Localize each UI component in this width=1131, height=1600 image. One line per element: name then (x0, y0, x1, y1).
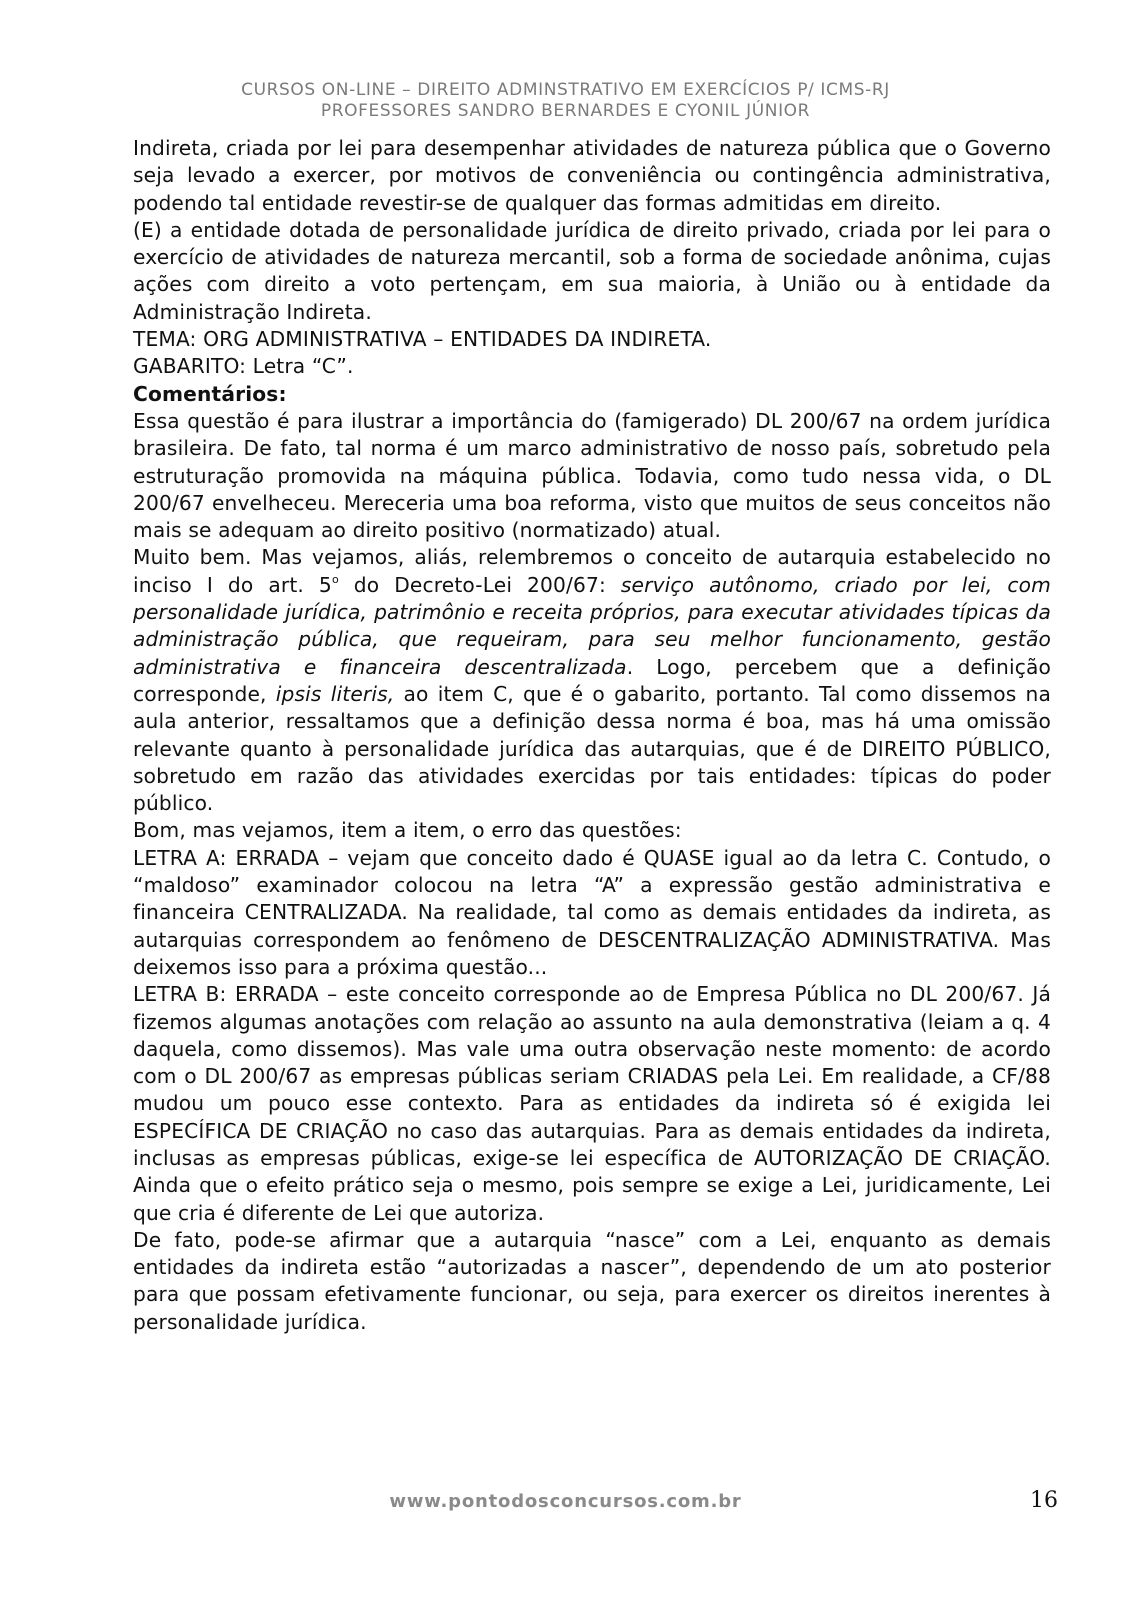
ordinal-superscript: o (331, 572, 339, 586)
page-header (0, 80, 1131, 122)
paragraph-item-intro: Bom, mas vejamos, item a item, o erro das questões: (133, 818, 682, 843)
paragraph-letra-a: LETRA A: ERRADA – vejam que conceito dado é QUASE igual ao da letra C. Contudo, o “maldoso” examinador colocou na letra “A” a expressão gestão administrativa e financeira CENTRALIZADA. Na realidade, tal como as demais entidades da indireta, as autarquias correspondem ao fenômeno de DESCENTRALIZAÇÃO ADMINISTRATIVA. Mas deixemos isso para a próxima questão... (133, 845, 1051, 979)
autarquia-text-c: . Logo, percebem que a definição corresponde, (133, 654, 1051, 706)
footer-website-url: www.pontodosconcursos.com.br (389, 1491, 742, 1512)
paragraph-conclusion: De fato, pode-se afirmar que a autarquia “nasce” com a Lei, enquanto as demais entidades da indireta estão “autorizadas a nascer”, dependendo de um ato posterior para que possam efetivamente funcionar, ou seja, para exercer os direitos inerentes à personalidade jurídica. (133, 1227, 1051, 1334)
paragraph-letra-b: LETRA B: ERRADA – este conceito corresponde ao de Empresa Pública no DL 200/67. Já fizemos algumas anotações com relação ao assunto na aula demonstrativa (leiam a q. 4 daquela, como dissemos). Mas vale uma outra observação neste momento: de acordo com o DL 200/67 as empresas públicas seriam CRIADAS pela Lei. Em realidade, a CF/88 mudou um pouco esse contexto. Para as entidades da indireta só é exigida lei ESPECÍFICA DE CRIAÇÃO no caso das autarquias. Para as demais entidades da indireta, inclusas as empresas públicas, exige-se lei específica de AUTORIZAÇÃO DE CRIAÇÃO. Ainda que o efeito prático seja o mesmo, pois sempre se exige a Lei, juridicamente, Lei que cria é diferente de Lei que autoriza. (133, 982, 1051, 1225)
tema-line: TEMA: ORG ADMINISTRATIVA – ENTIDADES DA INDIRETA. (133, 327, 712, 352)
header-professors: PROFESSORES SANDRO BERNARDES E CYONIL JÚNIOR (320, 101, 811, 121)
page-body (133, 135, 1051, 1336)
autarquia-text-a: Muito bem. Mas vejamos, aliás, relembremos o conceito de autarquia estabelecido no inciso I do art. 5 (133, 545, 1051, 597)
header-course-title: CURSOS ON-LINE – DIREITO ADMINSTRATIVO EM EXERCÍCIOS P/ ICMS-RJ (241, 80, 890, 100)
autarquia-text-b: do Decreto-Lei 200/67: (338, 572, 621, 597)
paragraph-autarquia-concept (133, 544, 1051, 817)
autarquia-definition-quote: serviço autônomo, criado por lei, com personalidade jurídica, patrimônio e receita próprios, para executar atividades típicas da administração pública, que requeiram, para seu melhor funcionamento, gestão administrativa e financeira descentralizada (133, 572, 1051, 679)
paragraph-option-e: (E) a entidade dotada de personalidade jurídica de direito privado, criada por lei para o exercício de atividades de natureza mercantil, sob a forma de sociedade anônima, cujas ações com direito a voto pertençam, em sua maioria, à União ou à entidade da Administração Indireta. (133, 217, 1051, 324)
ipsis-literis-phrase: ipsis literis, (275, 681, 395, 706)
paragraph-option-d-continuation: Indireta, criada por lei para desempenhar atividades de natureza pública que o Governo seja levado a exercer, por motivos de conveniência ou contingência administrativa, podendo tal entidade revestir-se de qualquer das formas admitidas em direito. (133, 136, 1051, 215)
comentarios-heading: Comentários: (133, 381, 287, 406)
paragraph-dl-200-67: Essa questão é para ilustrar a importância do (famigerado) DL 200/67 na ordem jurídica brasileira. De fato, tal norma é um marco administrativo de nosso país, sobretudo pela estruturação promovida na máquina pública. Todavia, como tudo nessa vida, o DL 200/67 envelheceu. Mereceria uma boa reforma, visto que muitos de seus conceitos não mais se adequam ao direito positivo (normatizado) atual. (133, 408, 1051, 543)
autarquia-text-d: ao item C, que é o gabarito, portanto. Tal como dissemos na aula anterior, ressaltamos que a definição dessa norma é boa, mas há uma omissão relevante quanto à personalidade jurídica das autarquias, que é de DIREITO PÚBLICO, sobretudo em razão das atividades exercidas por tais entidades: típicas do poder público. (133, 681, 1051, 816)
gabarito-line: GABARITO: Letra “C”. (133, 354, 354, 379)
page-number: 16 (1030, 1488, 1058, 1513)
